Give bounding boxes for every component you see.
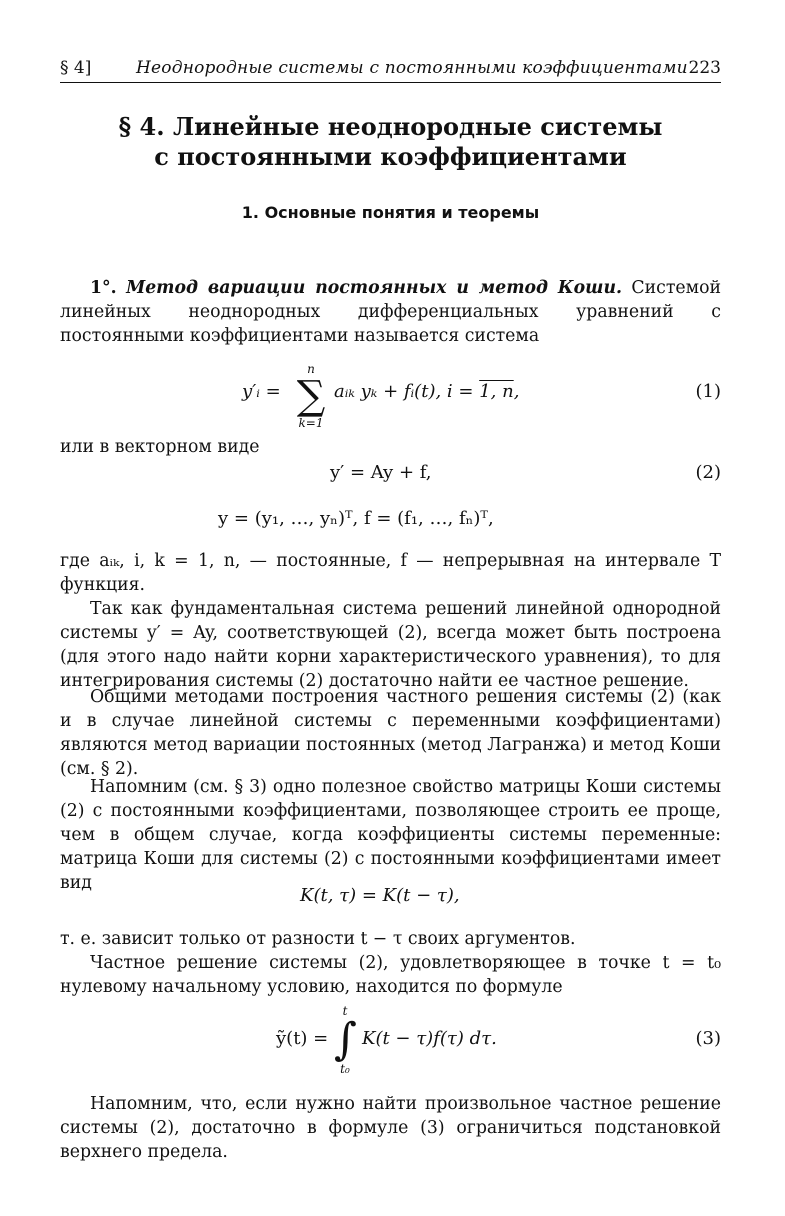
- paragraph-number: 1°.: [90, 278, 117, 298]
- chapter-title-line2: с постоянными коэффициентами: [154, 142, 627, 171]
- paragraph-1: [60, 276, 721, 348]
- equation-cauchy: K(t, τ) = K(t − τ),: [300, 885, 460, 906]
- sum-lower-limit: k=1: [298, 416, 324, 430]
- paragraph-text: Системой линейных неоднородных дифференциальных уравнений с постоянными коэффициентами называется система: [60, 278, 721, 346]
- sigma-icon: ∑: [296, 373, 326, 419]
- eq1-rhs-text: aᵢₖ yₖ + fᵢ(t), i =: [334, 381, 480, 402]
- eq1-lhs: y′ᵢ =: [242, 381, 281, 402]
- integral-sign: [334, 1004, 356, 1076]
- header-running-title: Неоднородные системы с постоянными коэффициентами: [136, 58, 688, 78]
- paragraph-heading: Метод вариации постоянных и метод Коши.: [126, 278, 623, 298]
- sum-sign: [296, 362, 326, 430]
- paragraph-6: т. е. зависит только от разности t − τ своих аргументов.: [60, 929, 576, 949]
- chapter-title: [60, 112, 721, 172]
- eq3-number: (3): [695, 1028, 721, 1049]
- equation-2: y′ = Ay + f,: [330, 462, 432, 483]
- chapter-title-line1: § 4. Линейные неоднородные системы: [118, 112, 663, 141]
- section-title: 1. Основные понятия и теоремы: [241, 203, 540, 222]
- eq1-comma: ,: [513, 381, 520, 402]
- paragraph-5: Напомним (см. § 3) одно полезное свойство матрицы Коши системы (2) с постоянными коэффициентами, позволяющее строить ее проще, чем в общем случае, когда коэффициенты системы переменные: матрица Коши для системы (2) с постоянными коэффициентами имеет вид: [60, 777, 721, 893]
- header-section-mark: § 4]: [60, 58, 92, 78]
- paragraph-7: Частное решение системы (2), удовлетворяющее в точке t = t₀ нулевому начальному условию, находится по формуле: [60, 953, 721, 997]
- eq1-number: (1): [695, 381, 721, 402]
- integral-upper-limit: t: [342, 1004, 348, 1018]
- paragraph-3: Так как фундаментальная система решений линейной однородной системы y′ = Ay, соответствующей (2), всегда может быть построена (для этого надо найти корни характеристического уравнения), то для интегрирования системы (2) достаточно найти ее частное решение.: [60, 599, 721, 691]
- integral-icon: ∫: [334, 1014, 357, 1065]
- vector-form-text: или в векторном виде: [60, 437, 260, 457]
- paragraph-8: Напомним, что, если нужно найти произвольное частное решение системы (2), достаточно в формуле (3) ограничиться подстановкой верхнего предела.: [60, 1094, 721, 1162]
- eq3-lhs: ỹ(t) =: [276, 1028, 329, 1049]
- equation-2-vectors: y = (y₁, …, yₙ)ᵀ, f = (f₁, …, fₙ)ᵀ,: [218, 508, 494, 529]
- integral-lower-limit: t₀: [340, 1062, 350, 1076]
- eq1-rhs: [334, 381, 519, 402]
- paragraph-4: Общими методами построения частного решения системы (2) (как и в случае линейной системы с переменными коэффициентами) являются метод вариации постоянных (метод Лагранжа) и метод Коши (см. § 2).: [60, 687, 721, 779]
- running-header: [60, 54, 721, 80]
- eq3-rhs: K(t − τ)f(τ) dτ.: [362, 1028, 497, 1049]
- paragraph-2: где aᵢₖ, i, k = 1, n, — постоянные, f — непрерывная на интервале T функция.: [60, 551, 721, 595]
- page-number: 223: [688, 58, 721, 78]
- eq2-number: (2): [695, 462, 721, 483]
- eq1-range: 1, n: [479, 381, 514, 402]
- header-rule: [60, 82, 721, 83]
- sum-upper-limit: n: [307, 362, 315, 376]
